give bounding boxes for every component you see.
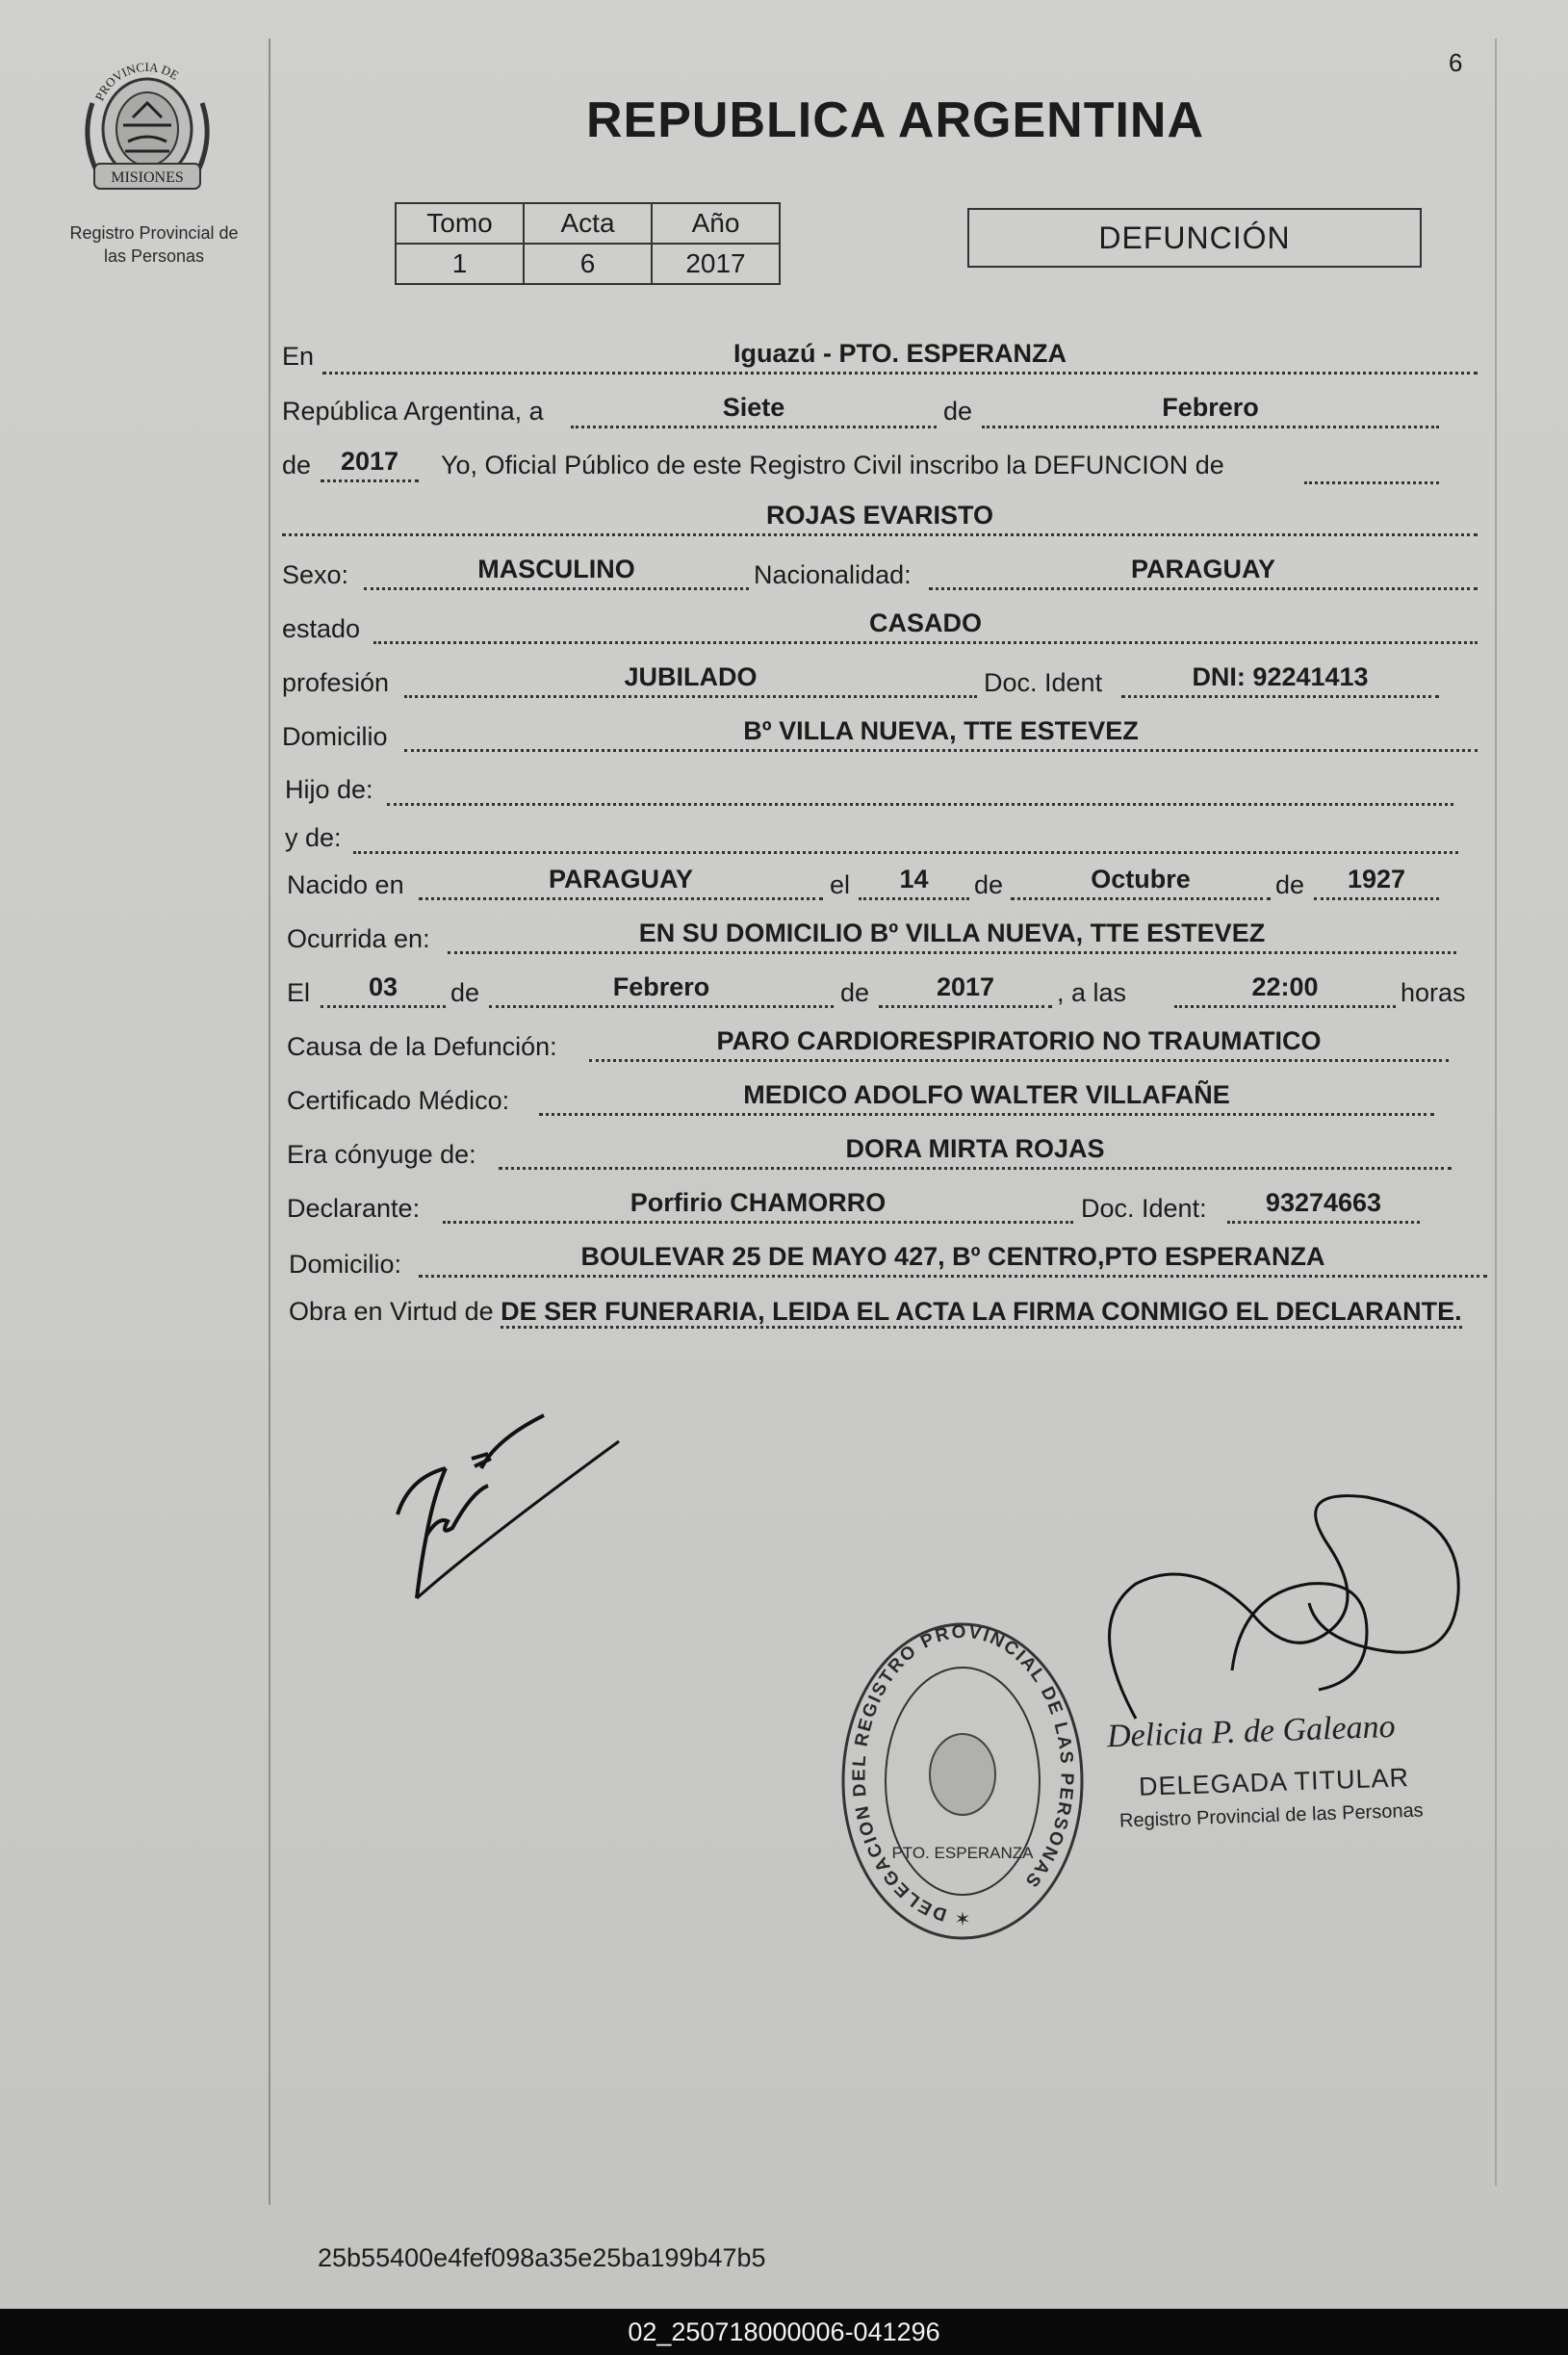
- obra-en-virtud: [289, 1290, 1487, 1333]
- label-certificado: Certificado Médico:: [287, 1086, 510, 1115]
- field-nac-mes: Octubre: [1011, 865, 1271, 900]
- field-certificado: MEDICO ADOLFO WALTER VILLAFAÑE: [539, 1080, 1434, 1116]
- field-nacionalidad: PARAGUAY: [929, 555, 1478, 590]
- field-causa: PARO CARDIORESPIRATORIO NO TRAUMATICO: [589, 1026, 1449, 1062]
- document-type-box: DEFUNCIÓN: [967, 208, 1422, 268]
- svg-text:PROVINCIA DE: PROVINCIA DE: [91, 59, 182, 103]
- label-domicilio-declarante: Domicilio:: [289, 1250, 402, 1279]
- label-de-def-mes: de: [450, 978, 480, 1007]
- label-profesion: profesión: [282, 668, 390, 697]
- label-causa: Causa de la Defunción:: [287, 1032, 557, 1061]
- label-republica-argentina: República Argentina, a: [282, 397, 544, 426]
- label-conyuge: Era cónyuge de:: [287, 1140, 476, 1169]
- field-profesion: JUBILADO: [404, 662, 977, 698]
- label-nacido-en: Nacido en: [287, 870, 404, 899]
- page-number: 6: [1449, 48, 1463, 77]
- field-mes: Febrero: [982, 393, 1439, 428]
- label-ocurrida-en: Ocurrida en:: [287, 924, 430, 953]
- anio-value: 2017: [652, 244, 780, 284]
- field-anio: 2017: [321, 447, 419, 482]
- field-ocurrida-en: EN SU DOMICILIO Bº VILLA NUEVA, TTE ESTEVEZ: [448, 919, 1456, 954]
- label-a-las: , a las: [1057, 978, 1127, 1007]
- field-nacido-en: PARAGUAY: [419, 865, 823, 900]
- field-nac-anio: 1927: [1314, 865, 1439, 900]
- field-y-de: [353, 818, 1458, 854]
- record-reference-table: [395, 202, 781, 285]
- label-obra-en-virtud: Obra en Virtud de: [289, 1297, 494, 1326]
- field-nac-dia: 14: [859, 865, 969, 900]
- field-nombre: ROJAS EVARISTO: [282, 501, 1478, 536]
- acta-header: Acta: [524, 203, 652, 244]
- document-title: REPUBLICA ARGENTINA: [585, 92, 1205, 148]
- svg-text:✶: ✶: [954, 1909, 971, 1930]
- field-def-dia: 03: [321, 972, 446, 1008]
- label-de-anio: de: [282, 451, 312, 479]
- label-horas: horas: [1401, 978, 1466, 1007]
- misiones-coat-of-arms: [75, 50, 219, 204]
- svg-text:PTO. ESPERANZA: PTO. ESPERANZA: [891, 1844, 1034, 1862]
- label-de-mes: de: [943, 397, 973, 426]
- field-def-hora: 22:00: [1174, 972, 1396, 1008]
- delegate-office: Registro Provincial de las Personas: [1118, 1799, 1424, 1832]
- right-margin-rule: [1495, 39, 1497, 2186]
- acta-value: 6: [524, 244, 652, 284]
- tomo-header: Tomo: [396, 203, 524, 244]
- left-margin-rule: [269, 39, 270, 2205]
- document-hash: 25b55400e4fef098a35e25ba199b47b5: [318, 2243, 766, 2272]
- label-nacionalidad: Nacionalidad:: [754, 560, 912, 589]
- label-de-nac-anio: de: [1275, 870, 1305, 899]
- field-def-anio: 2017: [879, 972, 1052, 1008]
- label-de-def-anio: de: [840, 978, 870, 1007]
- field-declarante-doc: 93274663: [1227, 1188, 1420, 1224]
- field-hijo-de: [387, 770, 1453, 806]
- svg-text:MISIONES: MISIONES: [111, 169, 184, 186]
- label-de-nac-mes: de: [974, 870, 1004, 899]
- label-doc-ident: Doc. Ident: [984, 668, 1103, 697]
- delegate-name: Delicia P. de Galeano: [1106, 1708, 1397, 1755]
- field-obra-en-virtud: DE SER FUNERARIA, LEIDA EL ACTA LA FIRMA CONMIGO EL DECLARANTE.: [501, 1297, 1462, 1329]
- field-conyuge: DORA MIRTA ROJAS: [499, 1134, 1452, 1170]
- label-en: En: [282, 342, 315, 371]
- registry-caption: [39, 221, 270, 268]
- field-dia: Siete: [571, 393, 937, 428]
- official-stamp: [837, 1617, 1088, 1945]
- reference-value-row: [396, 244, 780, 284]
- declarant-signature: [380, 1401, 630, 1613]
- label-yo-oficial: Yo, Oficial Público de este Registro Civil inscribo la DEFUNCION de: [441, 451, 1224, 479]
- field-lugar: Iguazú - PTO. ESPERANZA: [322, 339, 1478, 375]
- label-sexo: Sexo:: [282, 560, 349, 589]
- field-domicilio: Bº VILLA NUEVA, TTE ESTEVEZ: [404, 716, 1478, 752]
- field-def-mes: Febrero: [489, 972, 834, 1008]
- field-nombre-lead: [1304, 449, 1439, 484]
- field-estado: CASADO: [373, 608, 1478, 644]
- label-domicilio: Domicilio: [282, 722, 388, 751]
- registry-caption-line-1: Registro Provincial de: [69, 223, 239, 243]
- label-estado: estado: [282, 614, 361, 643]
- field-domicilio-declarante: BOULEVAR 25 DE MAYO 427, Bº CENTRO,PTO ESPERANZA: [419, 1242, 1487, 1278]
- anio-header: Año: [652, 203, 780, 244]
- label-declarante-doc: Doc. Ident:: [1081, 1194, 1207, 1223]
- tomo-value: 1: [396, 244, 524, 284]
- svg-text:DELEGACION DEL REGISTRO PROVIN: DELEGACION DEL REGISTRO PROVINCIAL DE LAS PERSONAS: [849, 1621, 1077, 1925]
- field-sexo: MASCULINO: [364, 555, 749, 590]
- field-declarante: Porfirio CHAMORRO: [443, 1188, 1073, 1224]
- reference-header-row: [396, 203, 780, 244]
- label-hijo-de: Hijo de:: [285, 775, 373, 804]
- delegate-signature: [1078, 1488, 1482, 1728]
- delegate-role: DELEGADA TITULAR: [1138, 1763, 1410, 1801]
- label-el: el: [830, 870, 851, 899]
- label-declarante: Declarante:: [287, 1194, 421, 1223]
- label-y-de: y de:: [285, 823, 342, 852]
- field-doc-ident: DNI: 92241413: [1121, 662, 1439, 698]
- label-el-fecha: El: [287, 978, 311, 1007]
- registry-caption-line-2: las Personas: [103, 246, 205, 266]
- barcode-footer: 02_250718000006-041296: [0, 2309, 1568, 2355]
